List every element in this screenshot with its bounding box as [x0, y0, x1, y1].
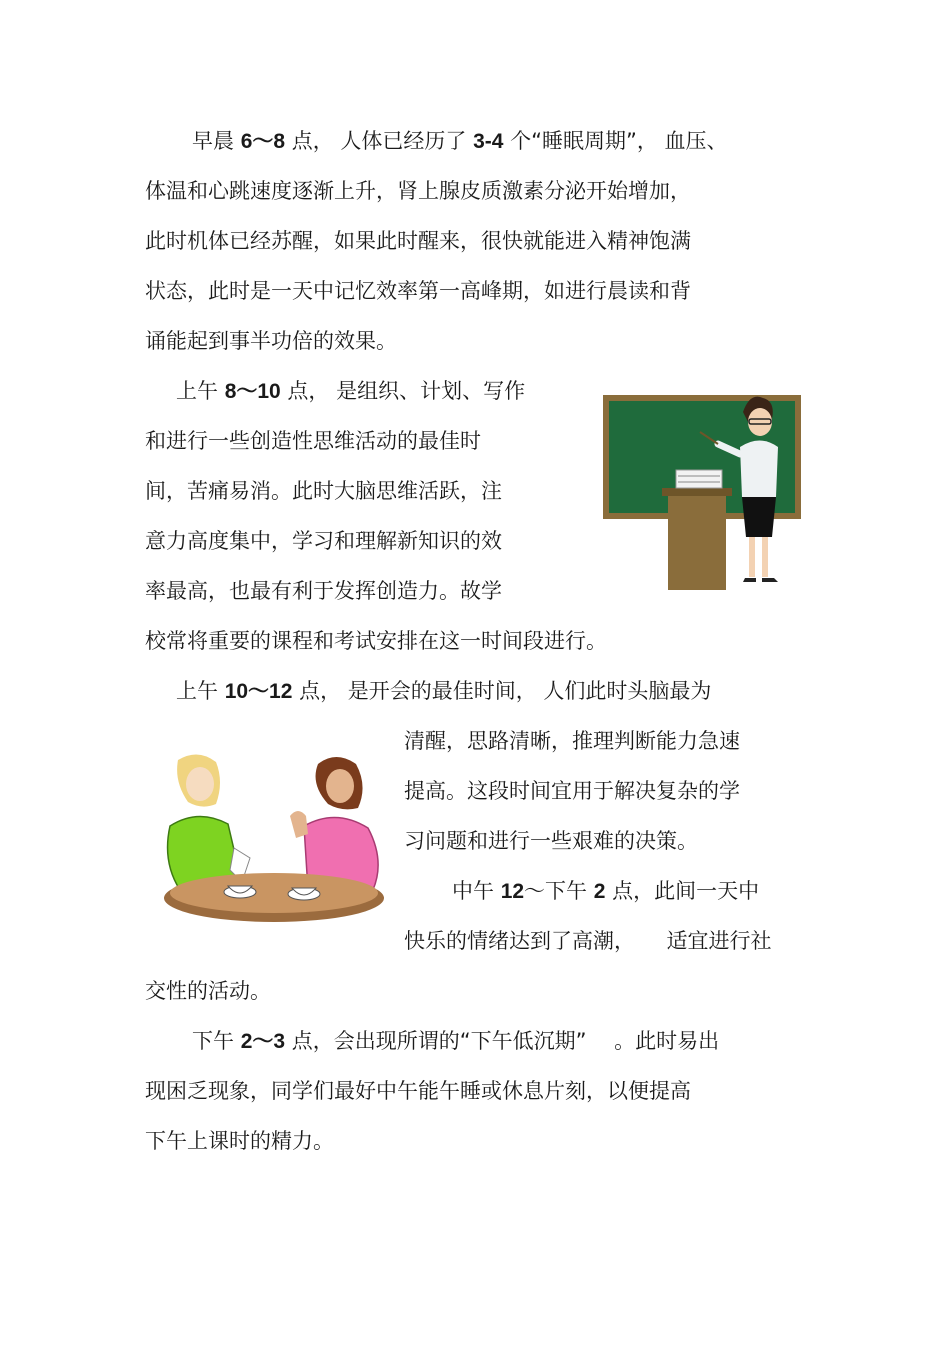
late-morning-line-1: 上午 10～12 点， 是开会的最佳时间， 人们此时头脑最为: [176, 679, 712, 703]
late-morning-line-4: 习问题和进行一些艰难的决策。: [404, 829, 698, 853]
teacher-blackboard-illustration: [600, 392, 805, 592]
afternoon-line-1: 下午 2～3 点，会出现所谓的“下午低沉期” 。此时易出: [192, 1029, 720, 1053]
noon-line-2: 快乐的情绪达到了高潮， 适宜进行社: [404, 929, 772, 953]
morning-line-2: 体温和心跳速度逐渐上升，肾上腺皮质激素分泌开始增加，: [145, 179, 691, 203]
late-morning-line-2: 清醒，思路清晰，推理判断能力急速: [404, 729, 740, 753]
forenoon-line-1: 上午 8～10 点， 是组织、计划、写作: [176, 379, 526, 403]
afternoon-line-2: 现困乏现象，同学们最好中午能午睡或休息片刻，以便提高: [145, 1079, 691, 1103]
noon-line-1: 中午 12～下午 2 点，此间一天中: [452, 879, 760, 903]
afternoon-line-3: 下午上课时的精力。: [145, 1129, 334, 1153]
forenoon-line-4: 意力高度集中，学习和理解新知识的效: [145, 529, 502, 553]
two-women-tea-illustration: [158, 752, 390, 924]
late-morning-line-3: 提高。这段时间宜用于解决复杂的学: [404, 779, 740, 803]
forenoon-line-2: 和进行一些创造性思维活动的最佳时: [145, 429, 481, 453]
forenoon-line-3: 间，苦痛易消。此时大脑思维活跃，注: [145, 479, 502, 503]
morning-line-4: 状态，此时是一天中记忆效率第一高峰期，如进行晨读和背: [145, 279, 691, 303]
forenoon-line-6: 校常将重要的课程和考试安排在这一时间段进行。: [145, 629, 607, 653]
forenoon-line-5: 率最高，也最有利于发挥创造力。故学: [145, 579, 502, 603]
morning-line-3: 此时机体已经苏醒，如果此时醒来，很快就能进入精神饱满: [145, 229, 691, 253]
morning-line-1: 早晨 6～8 点， 人体已经历了 3-4 个“睡眠周期”， 血压、: [192, 129, 728, 153]
morning-line-5: 诵能起到事半功倍的效果。: [145, 329, 397, 353]
noon-line-3: 交性的活动。: [145, 979, 271, 1003]
